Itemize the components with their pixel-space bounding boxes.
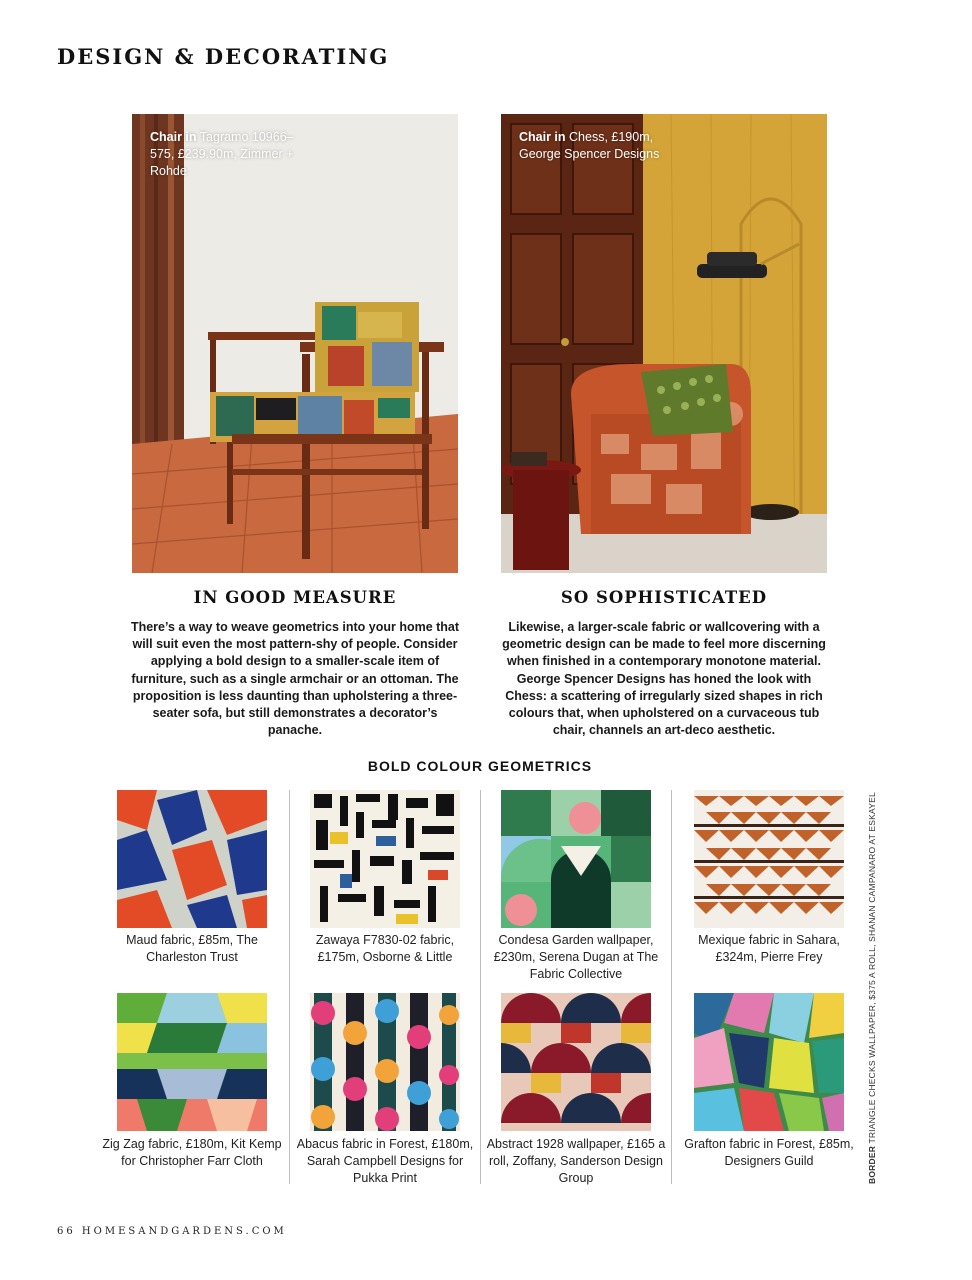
article-in-good-measure (130, 588, 460, 739)
swatch-zawaya-fabric (310, 790, 460, 928)
swatch-grafton-fabric (694, 993, 844, 1131)
swatch-label: Zig Zag fabric, £180m, Kit Kemp for Christopher Farr Cloth (102, 1137, 282, 1168)
hero-photo-chair-tagramo (132, 114, 458, 573)
hero-left-caption-text: Tagramo 10966–575, £239.90m, Zimmer + Rohde (150, 130, 294, 178)
swatch-label: Abacus fabric in Forest, £180m, Sarah Campbell Designs for Pukka Print (296, 1137, 474, 1185)
border-credit-text: TRIANGLE CHECKS WALLPAPER, $375 A ROLL, SHANAN CAMPANARO AT ESKAYEL (867, 792, 877, 1146)
article-heading: SO SOPHISTICATED (560, 588, 768, 607)
swatch-label: Zawaya F7830-02 fabric, £175m, Osborne & Little (315, 933, 455, 964)
article-body: There’s a way to weave geometrics into your home that will suit even the most pattern-shy of people. Consider applying a bold design to a smaller-scale item of furniture, such as a single armchair or an ottoman. The proposition is less daunting than upholstering a three-seater sofa, but still demonstrates a decorator’s panache. (130, 620, 460, 738)
article-so-sophisticated (499, 588, 829, 739)
column-divider (480, 790, 481, 1184)
hero-right-caption-text: Chess, £190m, George Spencer Designs (519, 130, 660, 161)
swatch-zig-zag-fabric (117, 993, 267, 1131)
swatch-condesa-garden-wallpaper (501, 790, 651, 928)
folio (57, 1226, 287, 1237)
column-divider (289, 790, 290, 1184)
swatch-label: Mexique fabric in Sahara, £324m, Pierre Frey (698, 933, 840, 964)
swatch-mexique-fabric (694, 790, 844, 928)
border-credit (867, 792, 877, 1184)
border-credit-bold: BORDER (867, 1145, 877, 1184)
swatch-label: Maud fabric, £85m, The Charleston Trust (126, 933, 258, 964)
grid-title: BOLD COLOUR GEOMETRICS (367, 758, 593, 774)
hero-left-caption-bold: Chair in (150, 130, 197, 144)
hero-photo-chair-chess (501, 114, 827, 573)
swatch-label: Abstract 1928 wallpaper, £165 a roll, Zoffany, Sanderson Design Group (486, 1137, 666, 1185)
swatch-abstract-1928-wallpaper (501, 993, 651, 1131)
site-name: HOMESANDGARDENS.COM (81, 1226, 287, 1237)
column-divider (671, 790, 672, 1184)
article-heading: IN GOOD MEASURE (193, 588, 397, 607)
swatch-abacus-fabric (310, 993, 460, 1131)
swatch-label: Condesa Garden wallpaper, £230m, Serena Dugan at The Fabric Collective (493, 933, 659, 981)
section-title: DESIGN & DECORATING (57, 44, 390, 69)
swatch-label: Grafton fabric in Forest, £85m, Designers Guild (684, 1137, 854, 1168)
page-number: 66 (57, 1226, 76, 1237)
article-body: Likewise, a larger-scale fabric or wallcovering with a geometric design can be made to feel more discerning when finished in a contemporary monotone material. George Spencer Designs has honed the look with Chess: a scattering of irregularly sized shapes in rich colours that, when upholstered on a curvaceous tub chair, channels an art-deco aesthetic. (502, 620, 826, 738)
swatch-maud-fabric (117, 790, 267, 928)
hero-right-caption-bold: Chair in (519, 130, 566, 144)
